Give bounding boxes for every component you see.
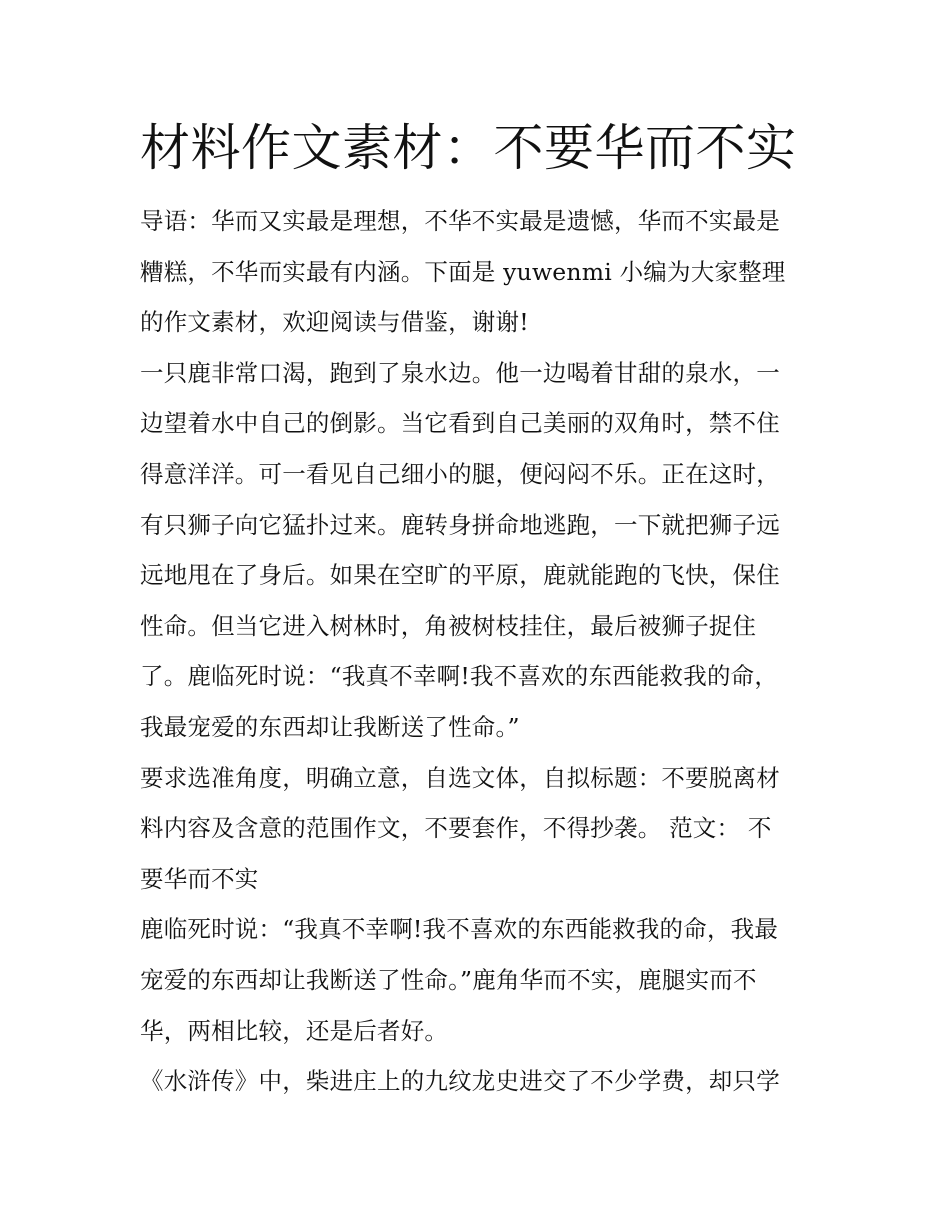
- text-line: 了。鹿临死时说：“我真不幸啊!我不喜欢的东西能救我的命，: [140, 662, 779, 691]
- article-body: [140, 196, 820, 1107]
- text-line: 鹿临死时说：“我真不幸啊!我不喜欢的东西能救我的命，我最: [140, 915, 779, 944]
- text-line: 华，两相比较，还是后者好。: [140, 1016, 449, 1045]
- text-line: 要求选准角度，明确立意，自选文体，自拟标题：不要脱离材: [140, 763, 780, 792]
- text-line: 导语：华而又实最是理想，不华不实最是遗憾，华而不实最是: [140, 207, 780, 235]
- text-line: 的作文素材，欢迎阅读与借鉴，谢谢!: [140, 308, 529, 337]
- text-line: 边望着水中自己的倒影。当它看到自己美丽的双角时，禁不住: [140, 409, 780, 438]
- text-line: 我最宠爱的东西却让我断送了性命。”: [140, 712, 520, 741]
- text-line: 得意洋洋。可一看见自己细小的腿，便闷闷不乐。正在这时，: [140, 459, 780, 488]
- text-line: 性命。但当它进入树林时，角被树枝挂住，最后被狮子捉住: [140, 611, 757, 640]
- text-line: 要华而不实: [140, 864, 259, 893]
- text-line: 《水浒传》中，柴进庄上的九纹龙史进交了不少学费，却只学: [140, 1067, 780, 1096]
- page-title: 材料作文素材：不要华而不实: [140, 119, 797, 177]
- text-line: 宠爱的东西却让我断送了性命。”鹿角华而不实，鹿腿实而不: [140, 965, 757, 994]
- text-line: 有只狮子向它猛扑过来。鹿转身拼命地逃跑，一下就把狮子远: [140, 510, 780, 539]
- text-line: 远地甩在了身后。如果在空旷的平原，鹿就能跑的飞快，保住: [140, 561, 780, 590]
- text-line: 一只鹿非常口渴，跑到了泉水边。他一边喝着甘甜的泉水，一: [140, 358, 780, 387]
- text-line: 糟糕，不华而实最有内涵。下面是 yuwenmi 小编为大家整理: [140, 257, 786, 286]
- text-line: 料内容及含意的范围作文，不要套作，不得抄袭。 范文： 不: [140, 814, 772, 843]
